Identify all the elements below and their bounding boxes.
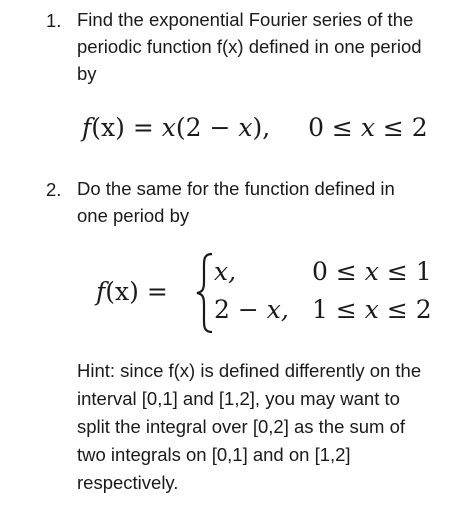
eq2-case-2-expression [214,295,289,324]
eq2-case-1-expression [214,257,236,286]
case-1-variable: x [364,257,379,286]
eq1-rhs-close: ), [252,113,271,142]
problem-2-line-1: Do the same for the function defined in [77,178,395,199]
eq1-rhs-paren: (2 − [175,113,231,142]
problem-2-text [77,175,467,229]
problem-1-number: 1. [46,10,62,31]
hint-line-2: interval [0,1] and [1,2], you may want to [77,388,400,409]
hint-line-4: two integrals on [0,1] and on [1,2] [77,444,351,465]
problem-1-text [77,6,467,87]
hint-line-1: Hint: since f(x) is defined differently on the [77,360,422,381]
eq2-case-2-condition [312,295,432,324]
eq2-case-1-condition [312,257,432,286]
hint-line-5: respectively. [77,472,179,493]
problem-1-line-1: Find the exponential Fourier series of the [77,9,414,30]
eq1-function-name: f [82,113,92,142]
problem-2-line-2: one period by [77,205,190,226]
hint-line-3: split the integral over [0,2] as the sum of [77,416,406,437]
eq2-lhs [96,277,168,306]
case-1-lower: 0 ≤ [312,257,357,286]
eq1-argument: (x) [91,113,125,142]
eq2-equals: = [146,277,168,306]
hint-text [77,357,467,497]
eq2-function-name: f [96,277,106,306]
case-2-variable-2: x [364,295,379,324]
eq1-rhs-x: x [161,113,176,142]
problem-1-line-2: periodic function f(x) defined in one period [77,36,422,57]
case-2-variable: x, [266,295,289,324]
eq2-argument: (x) [105,277,139,306]
eq1-domain-lower: 0 ≤ [308,113,353,142]
problem-1-line-3: by [77,63,97,84]
problem-1-equation [82,113,428,142]
eq1-domain-variable: x [360,113,375,142]
eq1-rhs-x2: x [238,113,253,142]
left-brace-icon [195,252,215,334]
eq1-equals: = [132,113,154,142]
case-1-expr: x, [214,257,237,286]
problem-2-number: 2. [46,179,62,200]
case-2-number: 2 − [214,295,259,324]
case-2-upper: ≤ 2 [386,295,432,324]
case-2-lower: 1 ≤ [312,295,357,324]
case-1-upper: ≤ 1 [386,257,432,286]
eq1-domain-upper: ≤ 2 [382,113,428,142]
